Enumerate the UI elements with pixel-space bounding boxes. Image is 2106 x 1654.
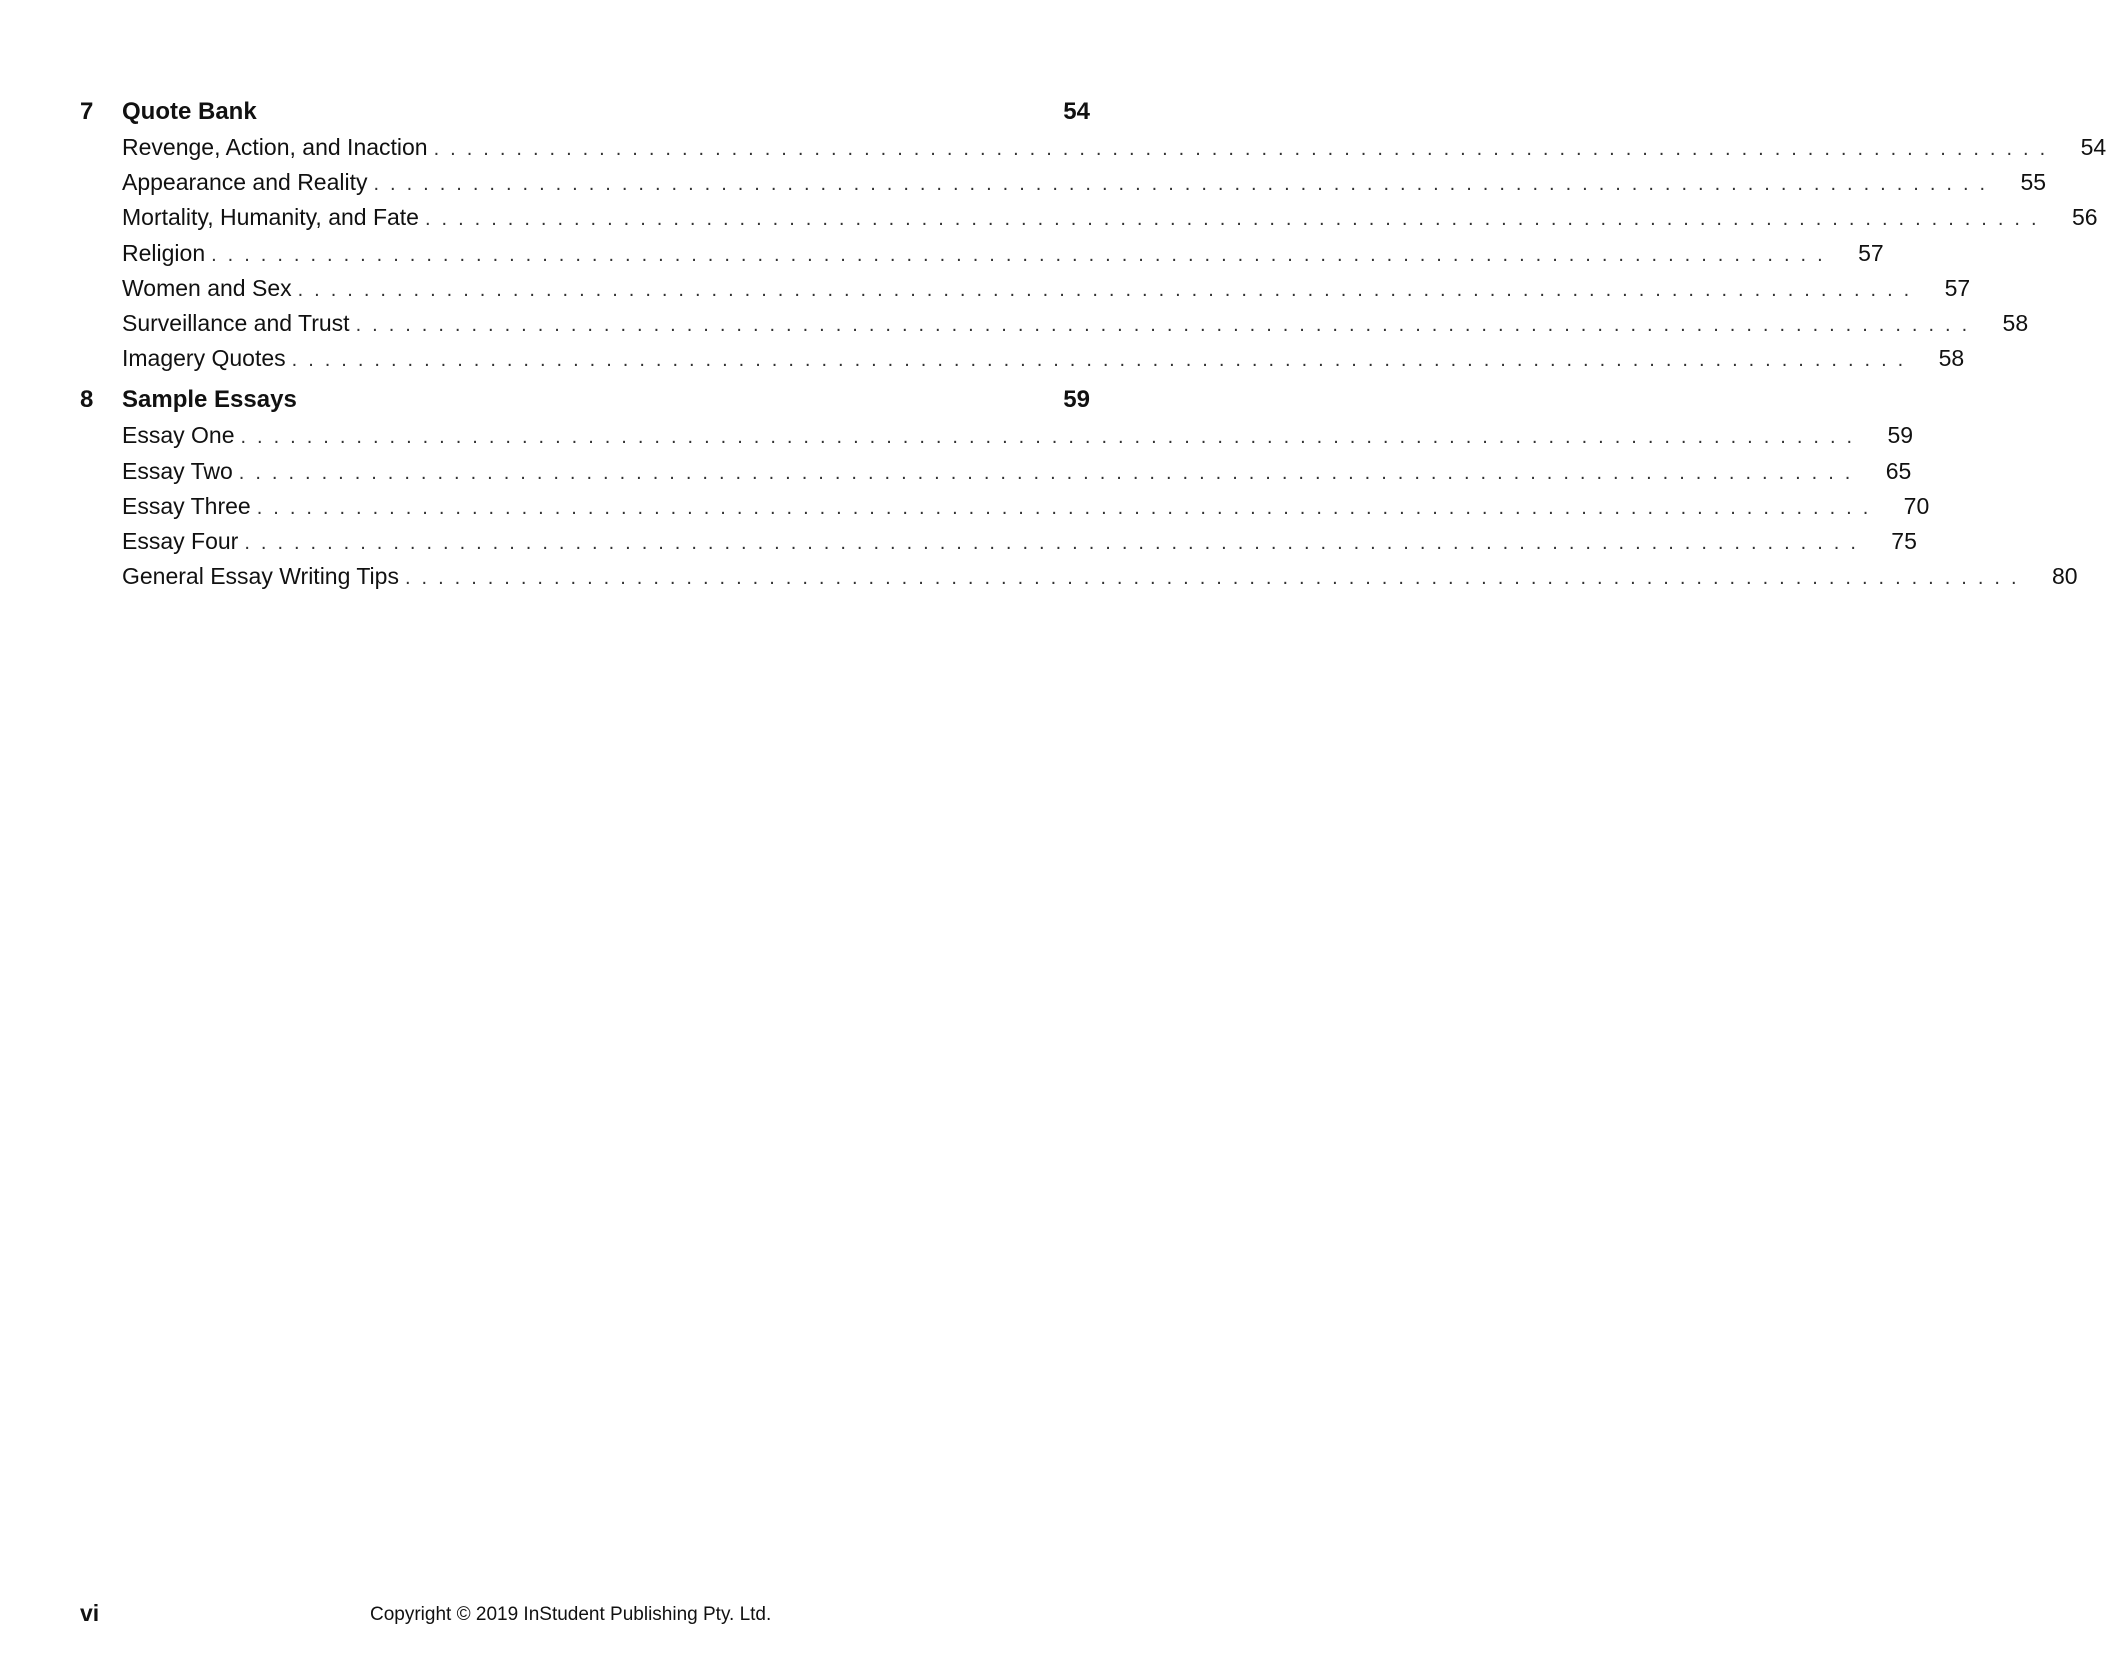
toc-entry[interactable] [122,239,1884,275]
chapter-heading[interactable] [80,98,1090,134]
dot-leader: .................................................................................................. [244,531,1867,554]
dot-leader: .................................................................................................. [404,567,2028,590]
toc-entry[interactable] [122,345,1965,380]
chapter-title: Sample Essays [122,386,297,414]
entry-page-number: 57 [1858,239,1884,266]
page-footer [80,1600,1090,1630]
entry-title: Religion [122,239,206,266]
entry-title: Mortality, Humanity, and Fate [122,204,419,231]
dot-leader: .................................................................................................. [424,208,2048,231]
toc-entry[interactable] [122,422,1914,457]
toc-entry[interactable] [122,527,1917,563]
dot-leader: .................................................................................................. [256,496,1880,519]
entry-page-number: 56 [2071,204,2098,231]
entry-page-number: 70 [1903,492,1930,519]
entry-title: Appearance and Reality [122,169,368,196]
entry-title: Essay Two [122,457,233,484]
toc-chapter-8 [80,386,2078,598]
toc-entry[interactable] [122,274,1971,310]
dot-leader: .................................................................................................. [238,461,1862,484]
dot-leader: .................................................................................................. [291,349,1915,372]
entry-title: General Essay Writing Tips [122,563,399,590]
toc-chapter-7 [80,98,2106,380]
entry-title: Women and Sex [122,274,292,301]
entry-title: Essay One [122,422,235,449]
chapter-page-number: 54 [1063,98,1090,125]
table-of-contents [80,98,2106,604]
entry-page-number: 55 [2020,169,2047,196]
dot-leader: .................................................................................................. [373,173,1997,196]
entry-title: Essay Three [122,492,251,519]
chapter-number: 7 [80,98,94,125]
dot-leader: .................................................................................................. [355,313,1979,336]
copyright-notice: Copyright © 2019 InStudent Publishing Pty. Ltd. [370,1604,772,1625]
toc-entry[interactable] [122,169,2047,204]
entry-page-number: 57 [1944,274,1971,301]
entry-title: Essay Four [122,527,239,554]
chapter-title: Quote Bank [122,98,257,125]
chapter-number: 8 [80,386,94,414]
dot-leader: .................................................................................................. [211,243,1834,266]
entry-title: Imagery Quotes [122,345,286,372]
entry-title: Surveillance and Trust [122,309,350,336]
toc-entry[interactable] [122,457,1912,493]
chapter-page-number: 59 [1063,386,1090,414]
entry-page-number: 54 [2080,134,2106,160]
entry-title: Revenge, Action, and Inaction [122,134,428,160]
entry-page-number: 80 [2051,563,2078,590]
toc-entry[interactable] [122,492,1930,528]
chapter-heading[interactable] [80,386,1090,422]
dot-leader: .................................................................................................. [297,278,1921,301]
entry-page-number: 65 [1885,457,1912,484]
page-folio: vi [80,1600,100,1626]
entry-page-number: 58 [2002,309,2029,336]
entry-page-number: 59 [1887,422,1914,449]
entry-page-number: 75 [1891,527,1917,554]
toc-entry[interactable] [122,309,2029,345]
toc-entry[interactable] [122,134,2106,169]
toc-entry[interactable] [122,204,2098,239]
dot-leader: .................................................................................................. [433,138,2057,160]
dot-leader: .................................................................................................. [240,426,1864,449]
toc-entry[interactable] [122,563,2078,598]
entry-page-number: 58 [1938,345,1965,372]
